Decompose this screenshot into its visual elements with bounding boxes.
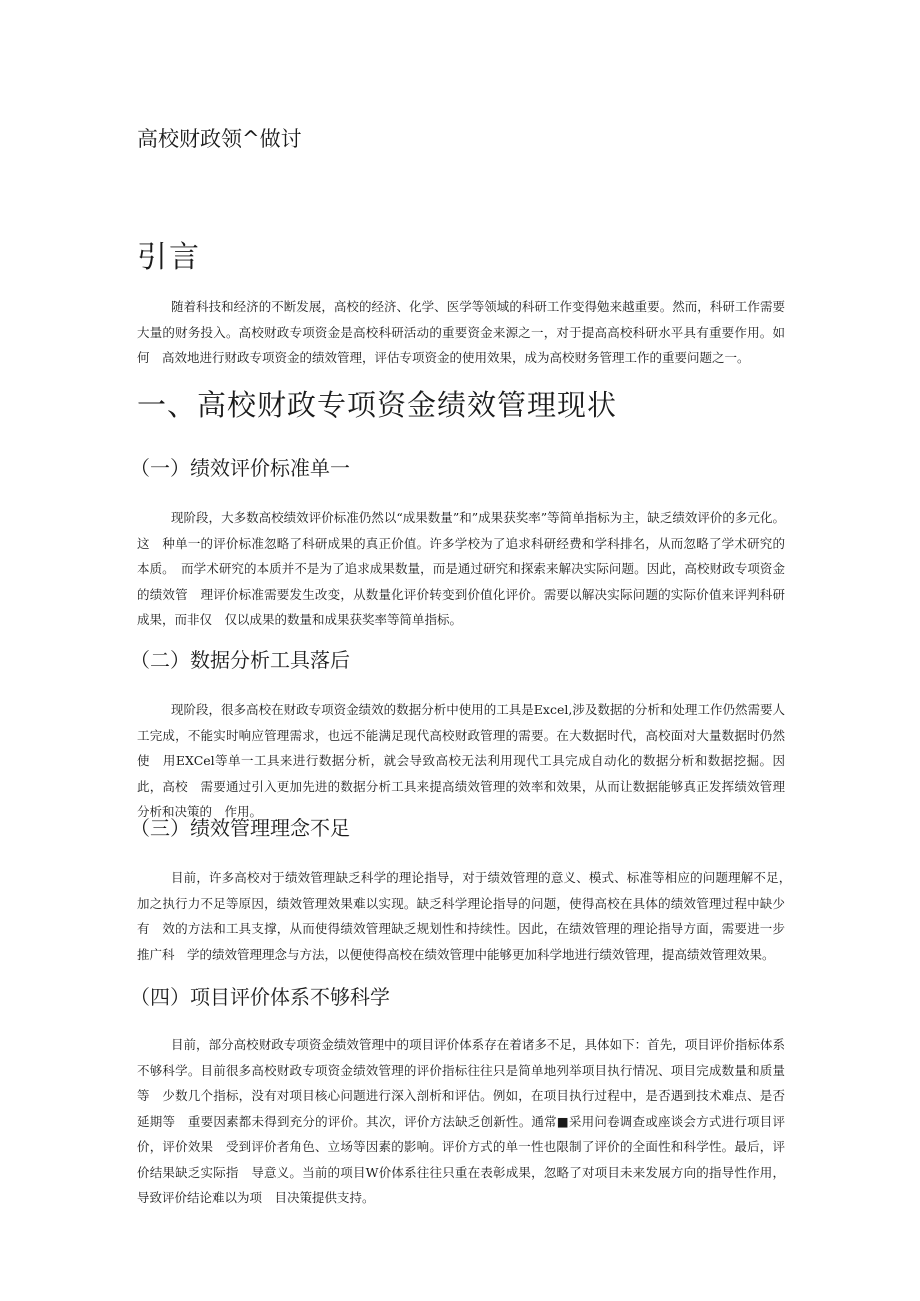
subsection-4-paragraph: 目前，部分高校财政专项资金绩效管理中的项目评价体系存在着诸多不足，具体如下：首先，项目评价指标体系 不够科学。目前很多高校财政专项资金绩效管理的评价指标往往只是简单地列举项目执行情况、项目完成数量和质量等 少数几个指标，没有对项目核心问题进行深入剖析和评估。例如，在项目执行过程中，是否遇到技术难点、是否延期等 重要因素都未得到充分的评价。其次，评价方法缺乏创新性。通常■采用问卷调查或座谈会方式进行项目评价，评价效果 受到评价者角色、立场等因素的影响。评价方式的单一性也限制了评价的全面性和科学性。最后，评价结果缺乏实际指 导意义。当前的项目W价体系往往只重在表彰成果，忽略了对项目未来发展方向的指导性作用，导致评价结论难以为项 目决策提供支持。 xyxy=(137,1037,798,1205)
subsection-1-paragraph: 现阶段，大多数高校绩效评价标准仍然以“成果数量”和”成果获奖率”等简单指标为主，缺乏绩效评价的多元化。这 种单一的评价标准忽略了科研成果的真正价值。许多学校为了追求科研经费和学科排名，从而忽略了学术研究的本质。 而学术研究的本质并不是为了追求成果数量，而是通过研究和探索来解决实际问题。因此，高校财政专项资金的绩效管 理评价标准需要发生改变，从数量化评价转变到价值化评价。需要以解决实际问题的实际价值来评判科研成果，而非仅 仅以成果的数量和成果获奖率等简单指标。 xyxy=(137,510,785,627)
intro-paragraph: 随着科技和经济的不断发展，高校的经济、化学、医学等领域的科研工作变得勉来越重要。然而，科研工作需要 大量的财务投入。高校财政专项资金是高校科研活动的重要资金来源之一，对于提高高校科研水平具有重要作用。如何 高效地进行财政专项资金的绩效管理，评估专项资金的使用效果，成为高校财务管理工作的重要问题之一。 xyxy=(137,299,798,365)
subsection-2-paragraph: 现阶段，很多高校在财政专项资金绩效的数据分析中使用的工具是Excel,涉及数据的分析和处理工作仍然需要人 工完成，不能实时响应管理需求，也远不能满足现代高校财政管理的需要。在大数据时代，高校面对大量数据时仍然使 用EXCel等单一工具来进行数据分析，就会导致高校无法利用现代工具完成自动化的数据分析和数据挖掘。因此，高校 需要通过引入更加先进的数据分析工具来提高绩效管理的效率和效果，从而让数据能够真正发挥绩效管理分析和决策的 作用。 xyxy=(137,702,798,819)
section-1-heading: 一、高校财政专项资金绩效管理现状 xyxy=(137,388,618,422)
subsection-2-heading: （二）数据分析工具落后 xyxy=(130,648,350,672)
intro-heading: 引言 xyxy=(137,240,201,275)
subsection-4-heading: （四）项目评价体系不够科学 xyxy=(130,985,390,1009)
subsection-1-heading: （一）绩效评价标准单一 xyxy=(130,456,350,480)
subsection-3-heading: （三）绩效管理理念不足 xyxy=(130,816,350,840)
subsection-3-paragraph: 目前，许多高校对于绩效管理缺乏科学的理论指导，对于绩效管理的意义、模式、标准等相应的问题理解不足， 加之执行力不足等原因，绩效管理效果难以实现。缺乏科学理论指导的问题，使得高校在具体的绩效管理过程中缺少有 效的方法和工具支撑，从而使得绩效管理缺乏规划性和持续性。因此，在绩效管理的理论指导方面，需要进一步推广科 学的绩效管理理念与方法，以便使得高校在绩效管理中能够更加科学地进行绩效管理，提高绩效管理效果。 xyxy=(137,870,798,962)
document-title: 高校财政领^做讨 xyxy=(137,127,302,151)
